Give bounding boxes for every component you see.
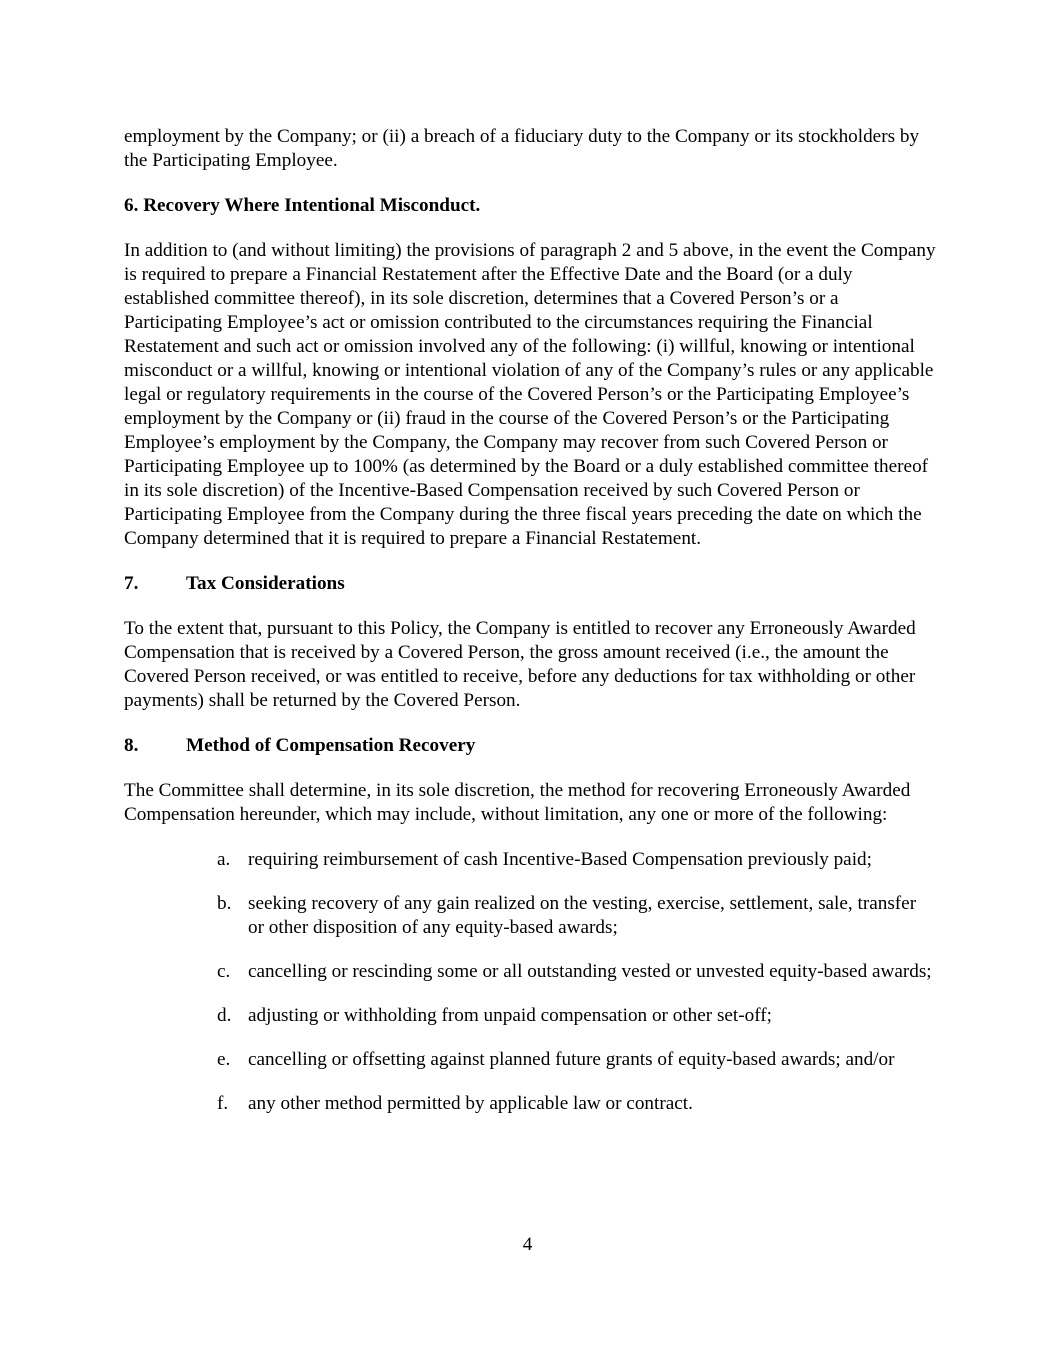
list-item-text: any other method permitted by applicable law or contract.: [248, 1093, 693, 1114]
section-8-title: Method of Compensation Recovery: [186, 735, 476, 756]
list-item-letter: c.: [217, 961, 231, 982]
section-8-heading: [124, 734, 936, 758]
list-item: [124, 848, 936, 872]
list-item: [124, 1004, 936, 1028]
section-6-body: In addition to (and without limiting) the provisions of paragraph 2 and 5 above, in the event the Company is required to prepare a Financial Restatement after the Effective Date and the Board (or a duly established committee thereof), in its sole discretion, determines that a Covered Person’s or a Participating Employee’s act or omission contributed to the circumstances requiring the Financial Restatement and such act or omission involved any of the following: (i) willful, knowing or intentional misconduct or a willful, knowing or intentional violation of any of the Company’s rules or any applicable legal or regulatory requirements in the course of the Covered Person’s or the Participating Employee’s employment by the Company or (ii) fraud in the course of the Covered Person’s or the Participating Employee’s employment by the Company, the Company may recover from such Covered Person or Participating Employee up to 100% (as determined by the Board or a duly established committee thereof in its sole discretion) of the Incentive-Based Compensation received by such Covered Person or Participating Employee from the Company during the three fiscal years preceding the date on which the Company determined that it is required to prepare a Financial Restatement.: [124, 240, 936, 549]
list-item: [124, 1092, 936, 1116]
list-item: [124, 892, 936, 940]
section-7-number: 7.: [124, 573, 139, 594]
list-item-letter: b.: [217, 893, 232, 914]
list-item-text: requiring reimbursement of cash Incentive-Based Compensation previously paid;: [248, 849, 872, 870]
list-item: [124, 960, 936, 984]
section-7-body: To the extent that, pursuant to this Policy, the Company is entitled to recover any Erroneously Awarded Compensation that is received by a Covered Person, the gross amount received (i.e., the amount the Covered Person received, or was entitled to receive, before any deductions for tax withholding or other payments) shall be returned by the Covered Person.: [124, 618, 916, 711]
list-item-letter: d.: [217, 1005, 232, 1026]
list-item-letter: f.: [217, 1093, 229, 1114]
intro-paragraph: employment by the Company; or (ii) a breach of a fiduciary duty to the Company or its stockholders by the Participating Employee.: [124, 126, 920, 171]
list-item: [124, 1048, 936, 1072]
section-8-body: The Committee shall determine, in its sole discretion, the method for recovering Erroneously Awarded Compensation hereunder, which may include, without limitation, any one or more of the following:: [124, 780, 911, 825]
section-6-heading: 6. Recovery Where Intentional Misconduct.: [124, 195, 481, 216]
page-number: 4: [522, 1234, 533, 1255]
list-item-letter: e.: [217, 1049, 231, 1070]
document-page: [124, 125, 936, 1136]
list-item-text: cancelling or offsetting against planned future grants of equity-based awards; and/or: [248, 1049, 895, 1070]
list-item-letter: a.: [217, 849, 231, 870]
section-8-number: 8.: [124, 735, 139, 756]
list-item-text: cancelling or rescinding some or all outstanding vested or unvested equity-based awards;: [248, 961, 932, 982]
section-7-heading: [124, 572, 936, 596]
list-item-text: seeking recovery of any gain realized on the vesting, exercise, settlement, sale, transfer or other disposition of any equity-based awards;: [248, 893, 917, 938]
section-7-title: Tax Considerations: [186, 573, 345, 594]
recovery-methods-list: [124, 848, 936, 1116]
list-item-text: adjusting or withholding from unpaid compensation or other set-off;: [248, 1005, 773, 1026]
